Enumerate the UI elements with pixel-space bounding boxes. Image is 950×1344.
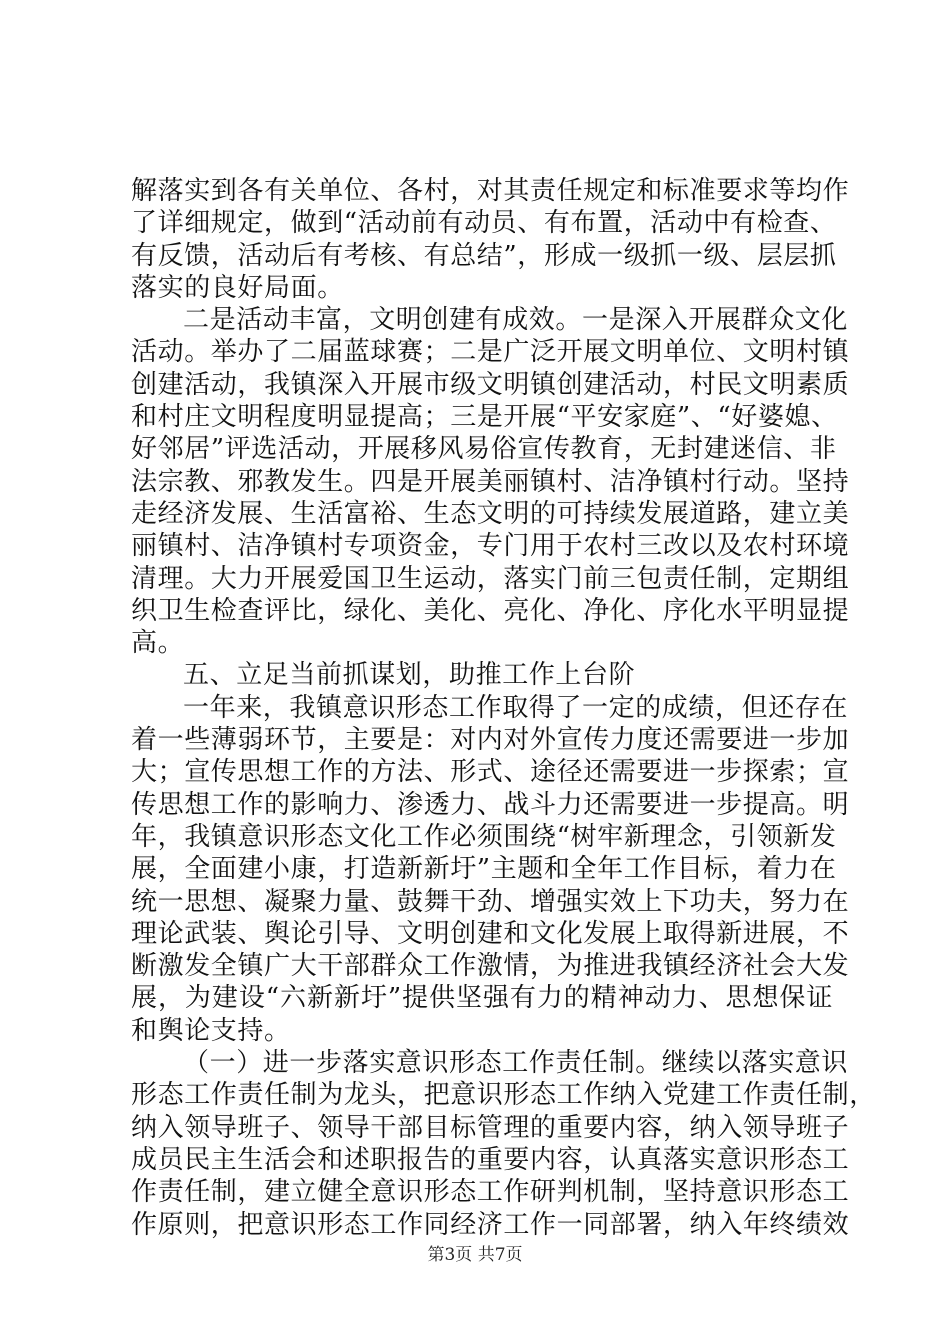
text-line: （一）进一步落实意识形态工作责任制。继续以落实意识 xyxy=(183,1048,849,1079)
text-line: 展，为建设“六新新圩”提供坚强有力的精神动力、思想保证 xyxy=(131,983,833,1014)
text-line: 清理。大力开展爱国卫生运动，落实门前三包责任制，定期组 xyxy=(131,563,850,594)
text-line: 走经济发展、生活富裕、生态文明的可持续发展道路，建立美 xyxy=(131,498,850,529)
page-footer xyxy=(0,1244,950,1266)
text-line: 好邻居”评选活动，开展移风易俗宣传教育，无封建迷信、非 xyxy=(131,434,837,465)
text-line: 理论武装、舆论引导、文明创建和文化发展上取得新进展，不 xyxy=(131,918,850,949)
text-line: 法宗教、邪教发生。四是开展美丽镇村、洁净镇村行动。坚持 xyxy=(131,466,850,497)
text-line: 形态工作责任制为龙头，把意识形态工作纳入党建工作责任制， xyxy=(131,1080,876,1111)
text-line: 作原则，把意识形态工作同经济工作一同部署，纳入年终绩效 xyxy=(131,1209,850,1240)
text-line: 五、立足当前抓谋划，助推工作上台阶 xyxy=(183,660,636,691)
document-body xyxy=(131,175,876,1241)
text-line: 年，我镇意识形态文化工作必须围绕“树牢新理念，引领新发 xyxy=(131,821,837,852)
text-line: 有反馈，活动后有考核、有总结”，形成一级抓一级、层层抓 xyxy=(131,240,837,271)
text-line: 和村庄文明程度明显提高；三是开展“平安家庭”、“好婆媳、 xyxy=(131,402,838,433)
text-line: 统一思想、凝聚力量、鼓舞干劲、增强实效上下功夫，努力在 xyxy=(131,886,850,917)
text-line: 着一些薄弱环节，主要是：对内对外宣传力度还需要进一步加 xyxy=(131,725,850,756)
text-line: 落实的良好局面。 xyxy=(131,272,344,303)
text-line: 成员民主生活会和述职报告的重要内容，认真落实意识形态工 xyxy=(131,1144,850,1175)
text-line: 和舆论支持。 xyxy=(131,1015,291,1046)
text-line: 展，全面建小康，打造新新圩”主题和全年工作目标，着力在 xyxy=(131,854,837,885)
text-line: 高。 xyxy=(131,628,185,659)
text-line: 二是活动丰富，文明创建有成效。一是深入开展群众文化 xyxy=(183,305,849,336)
text-line: 创建活动，我镇深入开展市级文明镇创建活动，村民文明素质 xyxy=(131,369,850,400)
text-line: 解落实到各有关单位、各村，对其责任规定和标准要求等均作 xyxy=(131,176,850,206)
text-line: 传思想工作的影响力、渗透力、战斗力还需要进一步提高。明 xyxy=(131,789,850,820)
text-line: 织卫生检查评比，绿化、美化、亮化、净化、序化水平明显提 xyxy=(131,595,850,626)
text-line: 一年来，我镇意识形态工作取得了一定的成绩，但还存在 xyxy=(183,692,849,723)
text-line: 纳入领导班子、领导干部目标管理的重要内容，纳入领导班子 xyxy=(131,1112,850,1143)
text-line: 了详细规定，做到“活动前有动员、有布置，活动中有检查、 xyxy=(131,208,837,239)
text-line: 大；宣传思想工作的方法、形式、途径还需要进一步探索；宣 xyxy=(131,757,850,788)
text-line: 断激发全镇广大干部群众工作激情，为推进我镇经济社会大发 xyxy=(131,951,850,982)
text-line: 丽镇村、洁净镇村专项资金，专门用于农村三改以及农村环境 xyxy=(131,531,850,562)
page-number-text: 第3页 共7页 xyxy=(427,1245,523,1265)
text-line: 作责任制，建立健全意识形态工作研判机制，坚持意识形态工 xyxy=(131,1177,850,1208)
text-line: 活动。举办了二届蓝球赛；二是广泛开展文明单位、文明村镇 xyxy=(131,337,850,368)
